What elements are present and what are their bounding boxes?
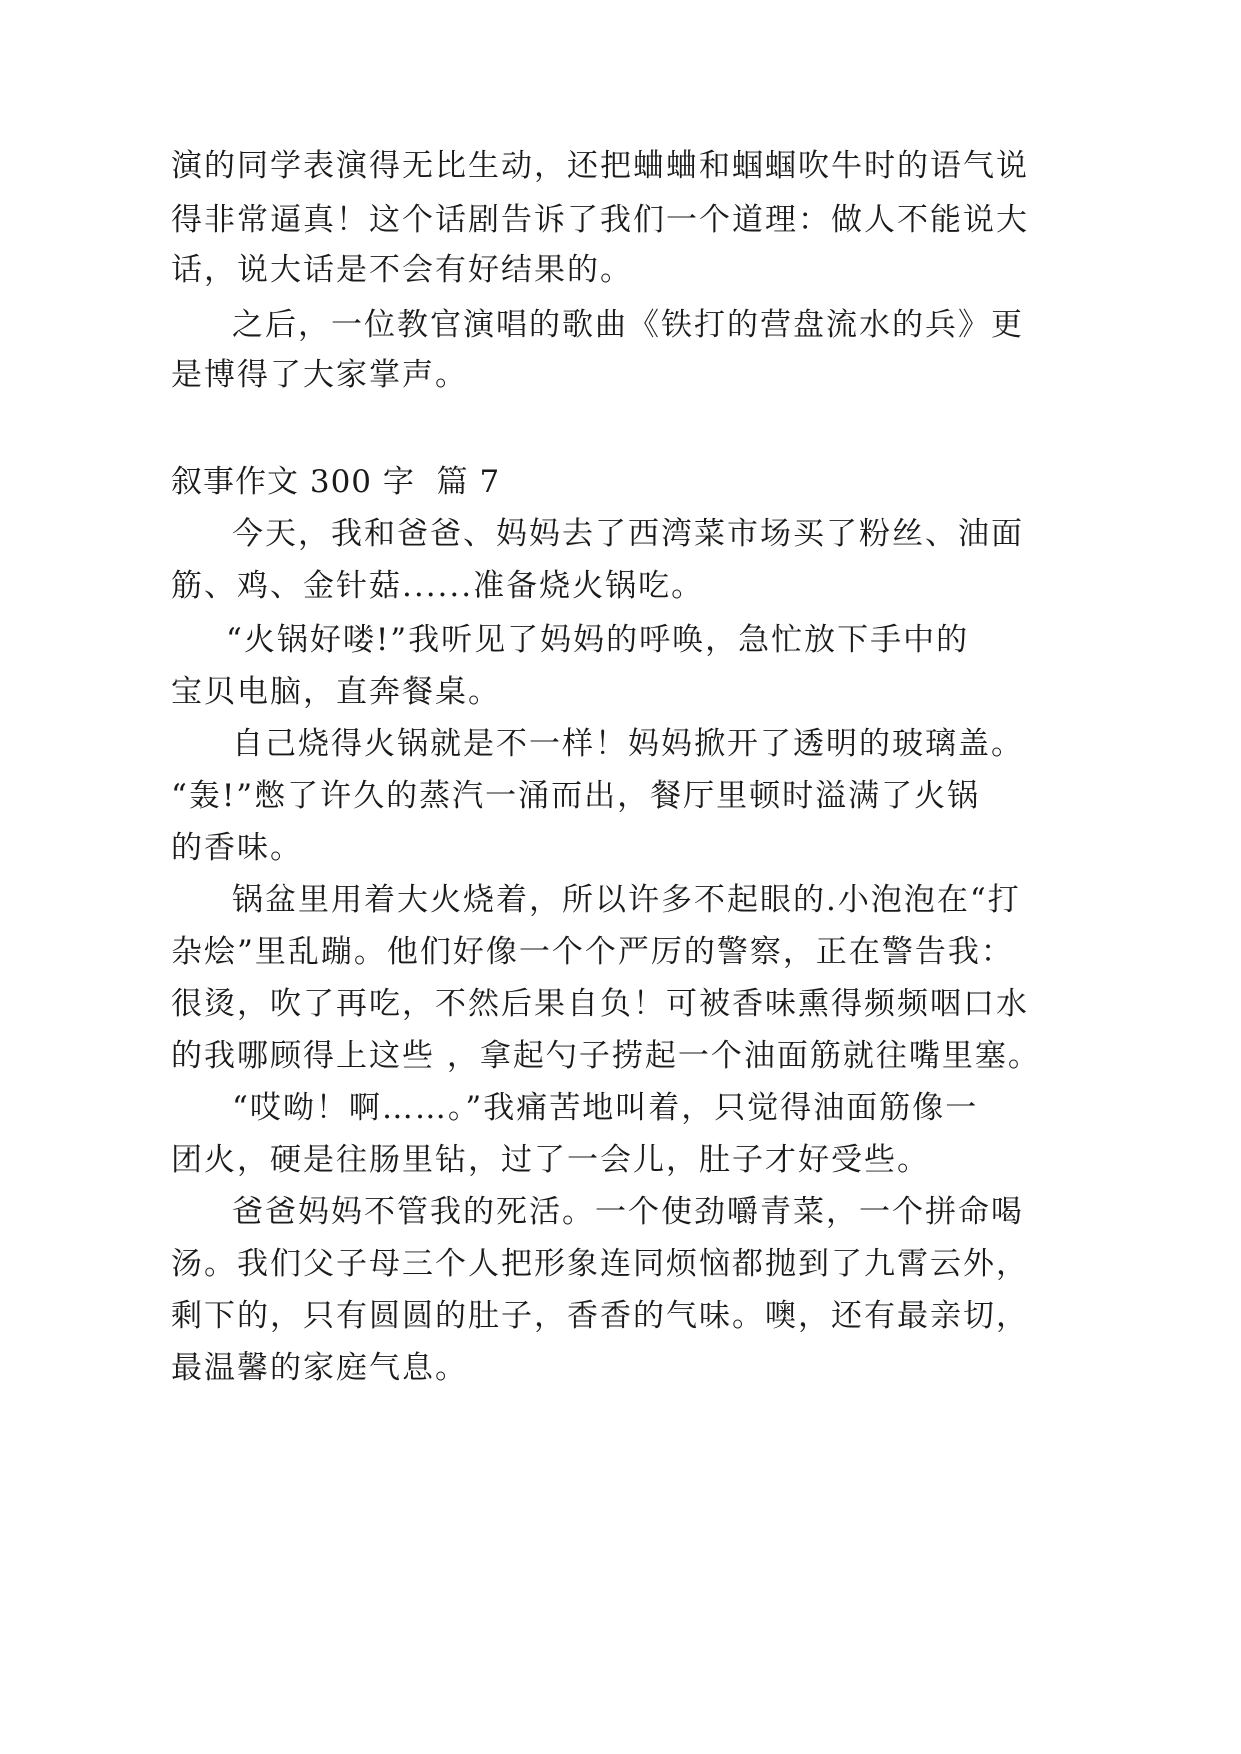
text-line: 演的同学表演得无比生动，还把蛐蛐和蝈蝈吹牛时的语气说	[171, 148, 1029, 184]
text-line: 很烫，吹了再吃，不然后果自负！可被香味熏得频频咽口水	[171, 986, 1029, 1022]
essay-heading: 叙事作文 300 字 篇 7	[171, 464, 501, 500]
text-line: 的香味。	[171, 830, 303, 866]
text-line: 筋、鸡、金针菇......准备烧火锅吃。	[171, 568, 705, 604]
text-line: 今天，我和爸爸、妈妈去了西湾菜市场买了粉丝、油面	[232, 516, 1024, 552]
text-line: 是博得了大家掌声。	[171, 357, 468, 393]
text-line: 的我哪顾得上这些 ，拿起勺子捞起一个油面筋就往嘴里塞。	[171, 1038, 1041, 1074]
text-line: 话，说大话是不会有好结果的。	[171, 252, 633, 288]
text-line: 锅盆里用着大火烧着，所以许多不起眼的.小泡泡在“打	[232, 882, 1021, 918]
text-line: “火锅好喽!”我听见了妈妈的呼唤，急忙放下手中的	[226, 622, 970, 658]
text-line: 团火，硬是往肠里钻，过了一会儿，肚子才好受些。	[171, 1142, 930, 1178]
text-line: 爸爸妈妈不管我的死活。一个使劲嚼青菜，一个拼命喝	[232, 1194, 1024, 1230]
text-line: 之后，一位教官演唱的歌曲《铁打的营盘流水的兵》更	[232, 307, 1024, 343]
text-line: “轰!”憋了许久的蒸汽一涌而出，餐厅里顿时溢满了火锅	[171, 778, 981, 814]
text-line: “哎呦！啊……。”我痛苦地叫着，只觉得油面筋像一	[232, 1090, 979, 1126]
text-line: 剩下的，只有圆圆的肚子，香香的气味。噢，还有最亲切，	[171, 1298, 1029, 1334]
text-line: 最温馨的家庭气息。	[171, 1350, 468, 1386]
text-line: 自己烧得火锅就是不一样！妈妈掀开了透明的玻璃盖。	[232, 726, 1024, 762]
text-line: 汤。我们父子母三个人把形象连同烦恼都抛到了九霄云外，	[171, 1246, 1029, 1282]
text-line: 得非常逼真！这个话剧告诉了我们一个道理：做人不能说大	[171, 202, 1029, 238]
text-line: 宝贝电脑，直奔餐桌。	[171, 674, 501, 710]
text-line: 杂烩”里乱蹦。他们好像一个个严厉的警察，正在警告我：	[171, 934, 1014, 970]
